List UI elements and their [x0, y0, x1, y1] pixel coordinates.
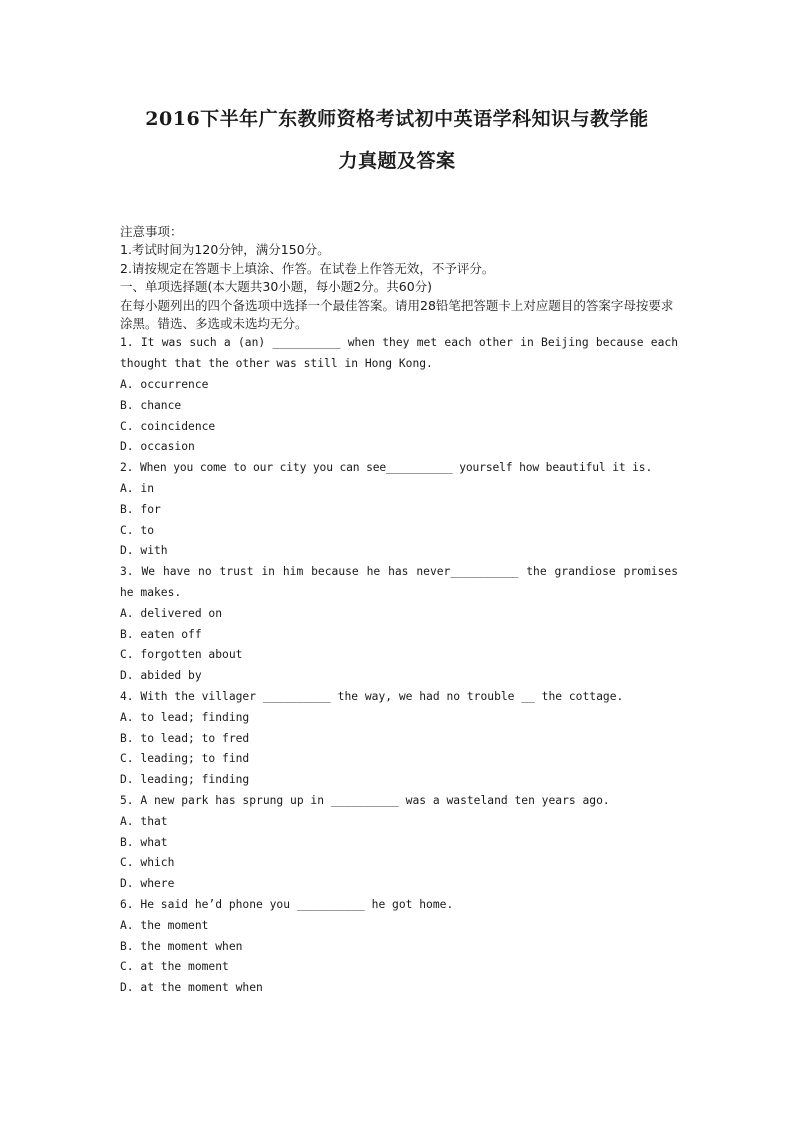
answer-option: D. at the moment when — [120, 981, 263, 995]
question-stem: 2. When you come to our city you can see__________ yourself how beautiful it is. — [120, 461, 653, 475]
notes-heading: 注意事项： — [120, 224, 183, 239]
question-4 — [120, 687, 678, 791]
answer-option: C. at the moment — [120, 960, 229, 974]
answer-option: B. chance — [120, 398, 182, 412]
answer-option: A. in — [120, 482, 155, 496]
answer-option: D. where — [120, 877, 175, 891]
answer-option: C. which — [120, 856, 175, 870]
answer-option: B. the moment when — [120, 939, 243, 953]
answer-option: B. for — [120, 502, 161, 516]
answer-option: A. that — [120, 814, 168, 828]
section-heading: 一、单项选择题(本大题共30小题，每小题2分。共60分) — [120, 279, 433, 295]
question-stem: 4. With the villager __________ the way, we had no trouble __ the cottage. — [120, 689, 624, 703]
question-stem: 3. We have no trust in him because he has never__________ the grandiose promises he makes. — [120, 565, 678, 599]
answer-option: B. eaten off — [120, 627, 202, 641]
answer-option: C. to — [120, 523, 155, 537]
answer-option: A. occurrence — [120, 378, 209, 392]
question-1 — [120, 333, 678, 458]
answer-option: D. leading; finding — [120, 773, 250, 787]
answer-option: C. leading; to find — [120, 752, 250, 766]
answer-option: C. forgotten about — [120, 648, 243, 662]
question-stem: 1. It was such a (an) __________ when they met each other in Beijing because each thought that the other was still in Hong Kong. — [120, 336, 678, 371]
answer-option: A. the moment — [120, 918, 209, 932]
section-instruction: 在每小题列出的四个备选项中选择一个最佳答案。请用28铅笔把答题卡上对应题目的答案字母按要求涂黑。错选、多选或未选均无分。 — [120, 297, 674, 332]
answer-option: B. what — [120, 835, 168, 849]
question-stem: 6. He said he’d phone you __________ he got home. — [120, 897, 454, 911]
document-title-line-1: 2016下半年广东教师资格考试初中英语学科知识与教学能 — [145, 108, 649, 130]
notes-item: 2.请按规定在答题卡上填涂、作答。在试卷上作答无效，不予评分。 — [120, 260, 495, 276]
answer-option: C. coincidence — [120, 419, 216, 433]
question-3 — [120, 562, 678, 687]
notes-item: 1.考试时间为120分钟，满分150分。 — [120, 242, 330, 258]
question-stem: 5. A new park has sprung up in __________ was a wasteland ten years ago. — [120, 793, 610, 807]
answer-option: D. abided by — [120, 669, 202, 683]
answer-option: A. delivered on — [120, 606, 223, 620]
answer-option: D. occasion — [120, 440, 195, 454]
document-body — [120, 223, 678, 999]
answer-option: A. to lead; finding — [120, 710, 250, 724]
answer-option: D. with — [120, 544, 168, 558]
question-6 — [120, 895, 678, 999]
question-2 — [120, 458, 678, 562]
answer-option: B. to lead; to fred — [120, 731, 250, 745]
question-5 — [120, 791, 678, 895]
document-title-line-2: 力真题及答案 — [338, 150, 456, 172]
